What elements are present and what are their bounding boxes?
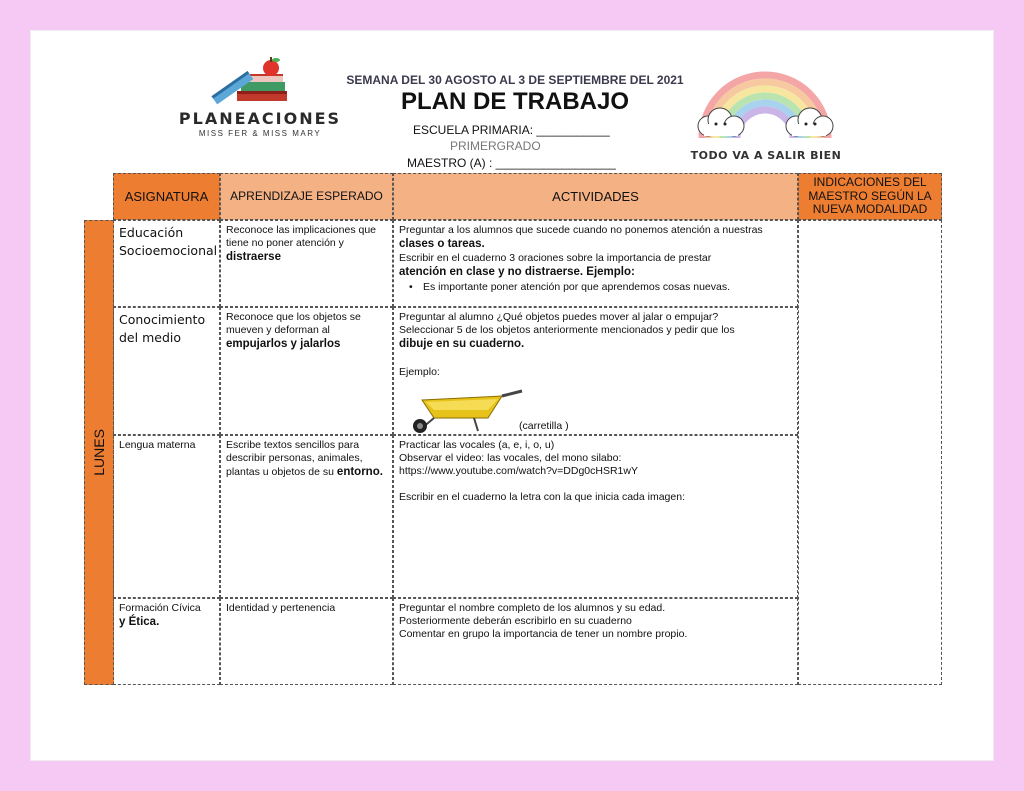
learning-socioemocional: Reconoce las implicaciones que tiene no poner atención y distraerse: [220, 220, 393, 307]
video-link[interactable]: https://www.youtube.com/watch?v=DDg0cHSR1wY: [399, 465, 638, 478]
rainbow-caption: TODO VA A SALIR BIEN: [690, 149, 842, 162]
activities-lengua: Practicar las vocales (a, e, i, o, u) Observar el video: las vocales, del mono silabo: https://www.youtube.com/watch?v=DDg0cHSR1wY Escribir en el cuaderno la letra con la que inicia cada imagen:: [393, 435, 798, 598]
learning-formacion: Identidad y pertenencia: [220, 598, 393, 685]
notes-column: [798, 220, 942, 685]
page-title: PLAN DE TRABAJO: [400, 88, 629, 115]
activities-conocimiento: Preguntar al alumno ¿Qué objetos puedes mover al jalar o empujar? Seleccionar 5 de los objetos anteriormente mencionados y pedir que los dibuje en su cuaderno. Ejemplo: (carretilla ): [393, 307, 798, 435]
learning-lengua: Escribe textos sencillos para describir personas, animales, plantas u objetos de su entorno.: [220, 435, 393, 598]
wheelbarrow-icon: [404, 388, 524, 434]
list-item: • Es importante poner atención por que aprendemos cosas nuevas.: [423, 281, 792, 294]
subject-socioemocional: Educación Socioemocional: [113, 220, 220, 307]
week-range: SEMANA DEL 30 AGOSTO AL 3 DE SEPTIEMBRE DEL 2021: [346, 73, 684, 87]
header-subject: ASIGNATURA: [113, 173, 220, 220]
logo-subtitle: MISS FER & MISS MARY: [198, 129, 322, 138]
day-label: LUNES: [84, 220, 114, 685]
learning-conocimiento: Reconoce que los objetos se mueven y deforman al empujarlos y jalarlos: [220, 307, 393, 435]
header-notes: INDICACIONES DEL MAESTRO SEGÚN LA NUEVA MODALIDAD: [798, 173, 942, 220]
header-activities: ACTIVIDADES: [393, 173, 798, 220]
image-caption: (carretilla ): [519, 420, 569, 432]
teacher-field: MAESTRO (A) : __________________: [407, 156, 616, 170]
books-icon: [175, 55, 345, 113]
activities-socioemocional: Preguntar a los alumnos que sucede cuando no ponemos atención a nuestras clases o tareas. Escribir en el cuaderno 3 oraciones sobre la importancia de prestar atención en clase y no distraerse. Ejemplo: • Es importante poner atención por que aprendemos cosas nuevas.: [393, 220, 798, 307]
logo-title: PLANEACIONES: [178, 109, 342, 128]
grade-label: PRIMERGRADO: [450, 139, 541, 153]
planeaciones-logo: [175, 55, 345, 145]
subject-formacion: Formación Cívica y Ética.: [113, 598, 220, 685]
subject-lengua: Lengua materna: [113, 435, 220, 598]
header-learning: APRENDIZAJE ESPERADO: [220, 173, 393, 220]
school-field: ESCUELA PRIMARIA: ___________: [413, 123, 610, 137]
activities-formacion: Preguntar el nombre completo de los alumnos y su edad. Posteriormente deberán escribirlo en su cuaderno Comentar en grupo la importancia de tener un nombre propio.: [393, 598, 798, 685]
subject-conocimiento: Conocimiento del medio: [113, 307, 220, 435]
